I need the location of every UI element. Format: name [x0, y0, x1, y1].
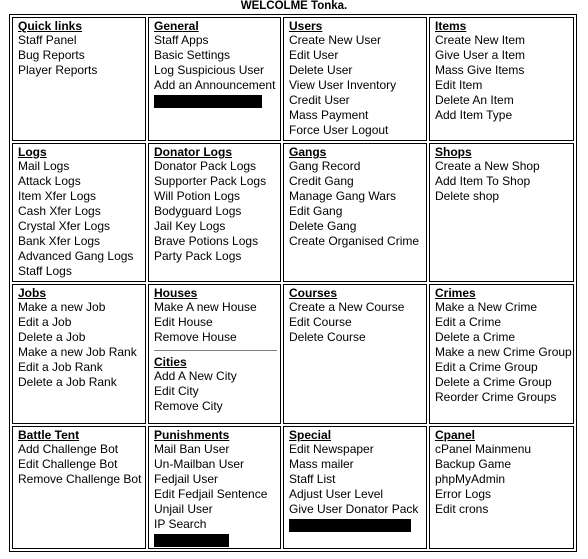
donator-pack-logs-link[interactable]: Donator Pack Logs: [154, 159, 257, 173]
un-mailban-user-link[interactable]: Un-Mailban User: [154, 457, 245, 471]
section-title-houses: Houses: [154, 286, 198, 300]
create-new-course-link[interactable]: Create a New Course: [289, 300, 405, 314]
staff-menu-table: [9, 14, 577, 552]
delete-user-link[interactable]: Delete User: [289, 63, 353, 77]
make-new-house-link[interactable]: Make A new House: [154, 300, 257, 314]
edit-course-link[interactable]: Edit Course: [289, 315, 352, 329]
give-user-donator-pack-link[interactable]: Give User Donator Pack: [289, 502, 419, 516]
make-new-job-link[interactable]: Make a new Job: [18, 300, 106, 314]
edit-crons-link[interactable]: Edit crons: [435, 502, 489, 516]
item-xfer-logs-link[interactable]: Item Xfer Logs: [18, 189, 97, 203]
redacted-bar: [154, 534, 229, 547]
credit-gang-link[interactable]: Credit Gang: [289, 174, 354, 188]
edit-user-link[interactable]: Edit User: [289, 48, 339, 62]
delete-shop-link[interactable]: Delete shop: [435, 189, 500, 203]
section-title: Jobs: [18, 286, 47, 300]
section-crimes: [429, 284, 574, 424]
section-jobs: [12, 284, 146, 424]
edit-item-link[interactable]: Edit Item: [435, 78, 483, 92]
mail-logs-link[interactable]: Mail Logs: [18, 159, 70, 173]
redacted-bar: [154, 95, 262, 108]
section-users: [283, 17, 427, 141]
section-title: Courses: [289, 286, 338, 300]
phpmyadmin-link[interactable]: phpMyAdmin: [435, 472, 506, 486]
edit-gang-link[interactable]: Edit Gang: [289, 204, 343, 218]
error-logs-link[interactable]: Error Logs: [435, 487, 492, 501]
basic-settings-link[interactable]: Basic Settings: [154, 48, 231, 62]
remove-city-link[interactable]: Remove City: [154, 399, 223, 413]
edit-crime-group-link[interactable]: Edit a Crime Group: [435, 360, 538, 374]
edit-house-link[interactable]: Edit House: [154, 315, 213, 329]
delete-course-link[interactable]: Delete Course: [289, 330, 366, 344]
bodyguard-logs-link[interactable]: Bodyguard Logs: [154, 204, 242, 218]
give-user-item-link[interactable]: Give User a Item: [435, 48, 526, 62]
crystal-xfer-logs-link[interactable]: Crystal Xfer Logs: [18, 219, 111, 233]
mail-ban-user-link[interactable]: Mail Ban User: [154, 442, 230, 456]
force-user-logout-link[interactable]: Force User Logout: [289, 123, 389, 137]
remove-challenge-bot-link[interactable]: Remove Challenge Bot: [18, 472, 142, 486]
staff-apps-link[interactable]: Staff Apps: [154, 33, 209, 47]
add-new-city-link[interactable]: Add A New City: [154, 369, 237, 383]
edit-fedjail-sentence-link[interactable]: Edit Fedjail Sentence: [154, 487, 268, 501]
section-general: [148, 17, 281, 141]
section-gangs: [283, 143, 427, 282]
view-user-inventory-link[interactable]: View User Inventory: [289, 78, 397, 92]
unjail-user-link[interactable]: Unjail User: [154, 502, 213, 516]
cash-xfer-logs-link[interactable]: Cash Xfer Logs: [18, 204, 101, 218]
advanced-gang-logs-link[interactable]: Advanced Gang Logs: [18, 249, 134, 263]
bug-reports-link[interactable]: Bug Reports: [18, 48, 85, 62]
delete-item-link[interactable]: Delete An Item: [435, 93, 514, 107]
edit-job-rank-link[interactable]: Edit a Job Rank: [18, 360, 103, 374]
mass-give-items-link[interactable]: Mass Give Items: [435, 63, 525, 77]
section-quick-links: [12, 17, 146, 141]
backup-game-link[interactable]: Backup Game: [435, 457, 512, 471]
edit-job-link[interactable]: Edit a Job: [18, 315, 72, 329]
section-title: Crimes: [435, 286, 476, 300]
section-title: Battle Tent: [18, 428, 80, 442]
section-title: Shops: [435, 145, 472, 159]
log-suspicious-user-link[interactable]: Log Suspicious User: [154, 63, 265, 77]
create-new-item-link[interactable]: Create New Item: [435, 33, 526, 47]
section-title: General: [154, 19, 199, 33]
ip-search-link[interactable]: IP Search: [154, 517, 207, 531]
section-shops: [429, 143, 574, 282]
credit-user-link[interactable]: Credit User: [289, 93, 350, 107]
page-title: WELCOLME Tonka.: [240, 0, 348, 12]
section-title: Punishments: [154, 428, 230, 442]
staff-panel-link[interactable]: Staff Panel: [18, 33, 77, 47]
staff-logs-link[interactable]: Staff Logs: [18, 264, 72, 278]
create-new-shop-link[interactable]: Create a New Shop: [435, 159, 540, 173]
party-pack-logs-link[interactable]: Party Pack Logs: [154, 249, 242, 263]
delete-crime-link[interactable]: Delete a Crime: [435, 330, 516, 344]
bank-xfer-logs-link[interactable]: Bank Xfer Logs: [18, 234, 101, 248]
jail-key-logs-link[interactable]: Jail Key Logs: [154, 219, 226, 233]
section-title: Donator Logs: [154, 145, 232, 159]
attack-logs-link[interactable]: Attack Logs: [18, 174, 81, 188]
section-title: Special: [289, 428, 332, 442]
delete-job-link[interactable]: Delete a Job: [18, 330, 86, 344]
add-item-to-shop-link[interactable]: Add Item To Shop: [435, 174, 531, 188]
section-title: Items: [435, 19, 467, 33]
mass-payment-link[interactable]: Mass Payment: [289, 108, 369, 122]
reorder-crime-groups-link[interactable]: Reorder Crime Groups: [435, 390, 557, 404]
section-title: Logs: [18, 145, 47, 159]
section-title: Users: [289, 19, 323, 33]
add-item-type-link[interactable]: Add Item Type: [435, 108, 513, 122]
staff-list-link[interactable]: Staff List: [289, 472, 336, 486]
section-battle-tent: [12, 426, 146, 549]
add-announcement-link[interactable]: Add an Announcement: [154, 78, 276, 92]
will-potion-logs-link[interactable]: Will Potion Logs: [154, 189, 241, 203]
player-reports-link[interactable]: Player Reports: [18, 63, 98, 77]
section-logs: [12, 143, 146, 282]
cpanel-mainmenu-link[interactable]: cPanel Mainmenu: [435, 442, 532, 456]
section-special: [283, 426, 427, 549]
create-organised-crime-link[interactable]: Create Organised Crime: [289, 234, 420, 248]
make-new-crime-link[interactable]: Make a New Crime: [435, 300, 538, 314]
gang-record-link[interactable]: Gang Record: [289, 159, 361, 173]
fedjail-user-link[interactable]: Fedjail User: [154, 472, 219, 486]
section-title: Cpanel: [435, 428, 476, 442]
section-cpanel: [429, 426, 574, 549]
section-courses: [283, 284, 427, 424]
section-items: [429, 17, 574, 141]
delete-job-rank-link[interactable]: Delete a Job Rank: [18, 375, 117, 389]
section-houses-cities: [148, 284, 281, 424]
edit-challenge-bot-link[interactable]: Edit Challenge Bot: [18, 457, 118, 471]
redacted-bar: [289, 519, 411, 532]
edit-crime-link[interactable]: Edit a Crime: [435, 315, 502, 329]
edit-newspaper-link[interactable]: Edit Newspaper: [289, 442, 374, 456]
divider: [154, 350, 277, 351]
delete-gang-link[interactable]: Delete Gang: [289, 219, 357, 233]
edit-city-link[interactable]: Edit City: [154, 384, 199, 398]
delete-crime-group-link[interactable]: Delete a Crime Group: [435, 375, 552, 389]
section-punishments: [148, 426, 281, 549]
supporter-pack-logs-link[interactable]: Supporter Pack Logs: [154, 174, 267, 188]
adjust-user-level-link[interactable]: Adjust User Level: [289, 487, 384, 501]
section-title-cities: Cities: [154, 355, 187, 369]
make-new-job-rank-link[interactable]: Make a new Job Rank: [18, 345, 137, 359]
manage-gang-wars-link[interactable]: Manage Gang Wars: [289, 189, 396, 203]
mass-mailer-link[interactable]: Mass mailer: [289, 457, 354, 471]
section-title: Quick links: [18, 19, 83, 33]
section-donator-logs: [148, 143, 281, 282]
section-title: Gangs: [289, 145, 327, 159]
add-challenge-bot-link[interactable]: Add Challenge Bot: [18, 442, 119, 456]
make-new-crime-group-link[interactable]: Make a new Crime Group: [435, 345, 572, 359]
brave-potions-logs-link[interactable]: Brave Potions Logs: [154, 234, 259, 248]
remove-house-link[interactable]: Remove House: [154, 330, 237, 344]
create-new-user-link[interactable]: Create New User: [289, 33, 382, 47]
